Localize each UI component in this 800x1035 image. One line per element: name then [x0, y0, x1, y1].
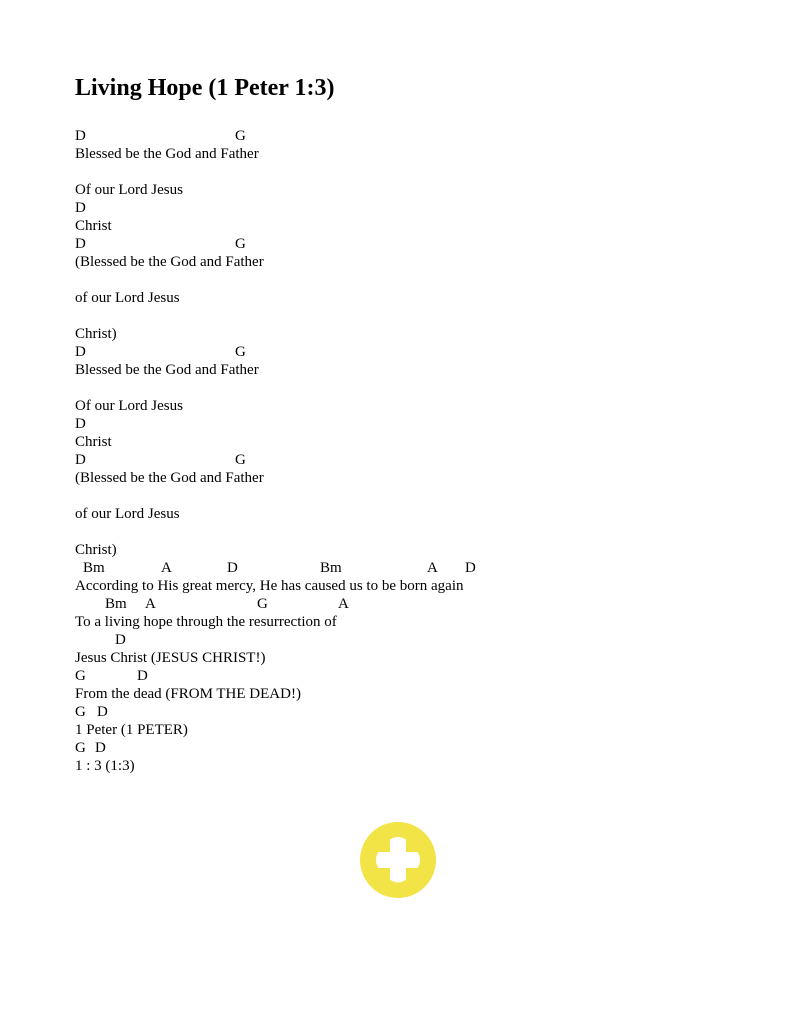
chord: D [75, 452, 86, 468]
chord: D [137, 668, 148, 684]
lyric-line: of our Lord Jesus [75, 506, 180, 522]
lyric-line: Blessed be the God and Father [75, 146, 259, 162]
chord: D [75, 416, 86, 432]
lyric-line: Jesus Christ (JESUS CHRIST!) [75, 650, 266, 666]
lyric-line: (Blessed be the God and Father [75, 470, 264, 486]
lyric-line: According to His great mercy, He has caused us to be born again [75, 578, 464, 594]
chord: A [427, 560, 438, 576]
song-title: Living Hope (1 Peter 1:3) [75, 75, 335, 101]
blank-line [75, 523, 765, 541]
chord: G [75, 704, 86, 720]
lyric-line: Christ [75, 218, 112, 234]
lyric-line: of our Lord Jesus [75, 290, 180, 306]
chord: D [97, 704, 108, 720]
chord-line [75, 127, 765, 145]
chord-line [75, 415, 765, 433]
chord: D [75, 200, 86, 216]
lyric-line: (Blessed be the God and Father [75, 254, 264, 270]
chord-line [75, 739, 765, 757]
chord: Bm [320, 560, 342, 576]
lyric-line: 1 Peter (1 PETER) [75, 722, 188, 738]
chord-sheet [75, 127, 765, 775]
lyric-line: Christ) [75, 326, 117, 342]
chord: G [235, 236, 246, 252]
blank-line [75, 163, 765, 181]
chord: G [75, 668, 86, 684]
chord: A [161, 560, 172, 576]
chord: G [235, 344, 246, 360]
lyric-line: Of our Lord Jesus [75, 398, 183, 414]
blank-line [75, 307, 765, 325]
chord-line [75, 235, 765, 253]
chord: D [75, 236, 86, 252]
chord-line [75, 703, 765, 721]
chord-line [75, 343, 765, 361]
chord: Bm [83, 560, 105, 576]
chord: D [75, 128, 86, 144]
lyric-line: To a living hope through the resurrection of [75, 614, 337, 630]
plus-icon [359, 822, 437, 898]
chord: G [75, 740, 86, 756]
blank-line [75, 487, 765, 505]
lyric-line: 1 : 3 (1:3) [75, 758, 135, 774]
chord-line [75, 559, 765, 577]
chord: G [235, 128, 246, 144]
chord-line [75, 631, 765, 649]
lyric-line: Of our Lord Jesus [75, 182, 183, 198]
blank-line [75, 379, 765, 397]
chord: Bm [105, 596, 127, 612]
chord: D [95, 740, 106, 756]
chord-line [75, 199, 765, 217]
lyric-line: Christ) [75, 542, 117, 558]
chord: G [257, 596, 268, 612]
chord-line [75, 667, 765, 685]
chord: G [235, 452, 246, 468]
chord-line [75, 451, 765, 469]
chord: A [338, 596, 349, 612]
chord: D [115, 632, 126, 648]
lyric-line: From the dead (FROM THE DEAD!) [75, 686, 301, 702]
lyric-line: Blessed be the God and Father [75, 362, 259, 378]
add-button[interactable] [359, 822, 437, 898]
chord: A [145, 596, 156, 612]
chord: D [227, 560, 238, 576]
chord: D [465, 560, 476, 576]
chord-line [75, 595, 765, 613]
chord: D [75, 344, 86, 360]
blank-line [75, 271, 765, 289]
lyric-line: Christ [75, 434, 112, 450]
